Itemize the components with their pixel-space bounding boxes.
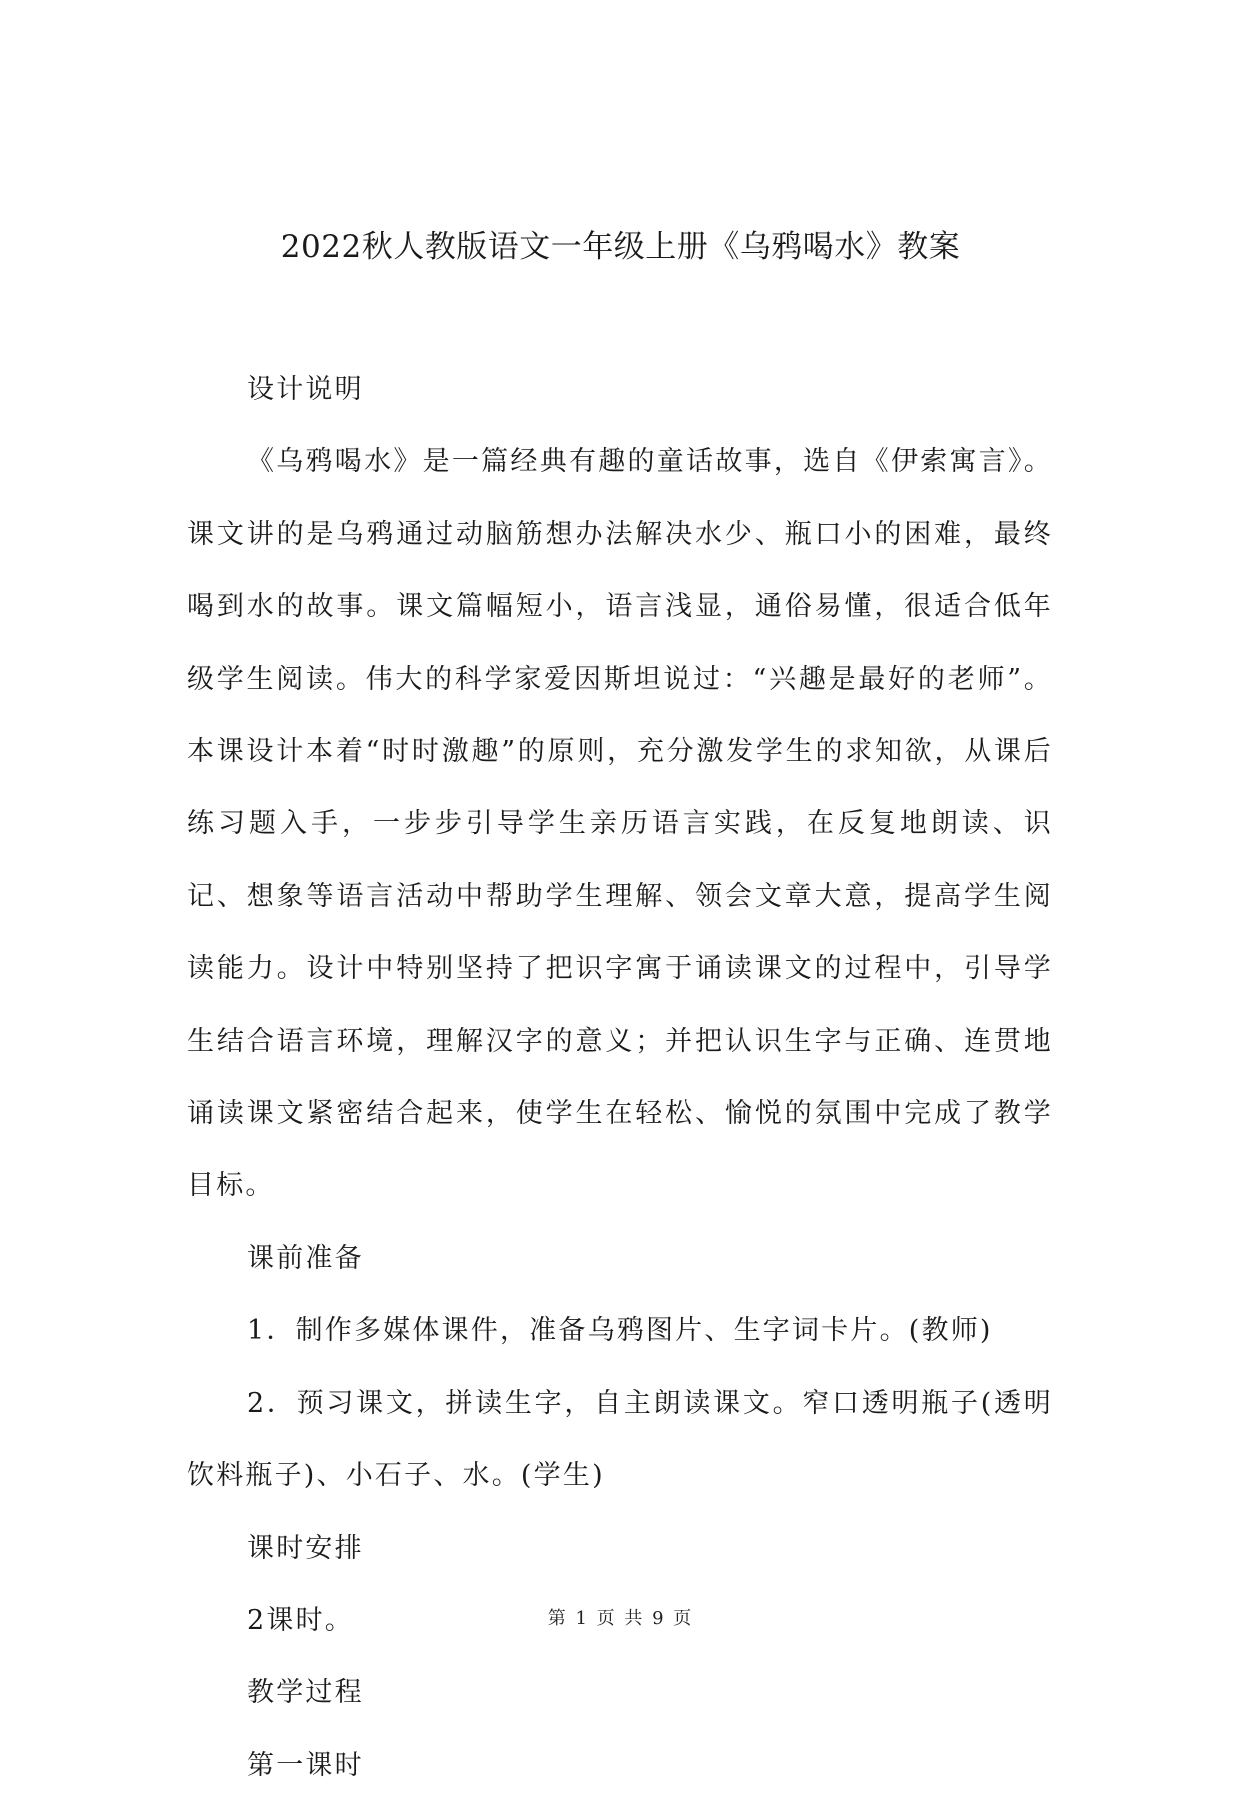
heading-schedule: 课时安排 — [247, 1532, 364, 1564]
heading-preparation: 课前准备 — [247, 1242, 364, 1274]
paragraph-preparation-teacher: 1．制作多媒体课件，准备乌鸦图片、生字词卡片。(教师) — [247, 1315, 993, 1347]
document-title: 2022秋人教版语文一年级上册《乌鸦喝水》教案 — [280, 229, 961, 265]
heading-design-notes: 设计说明 — [247, 374, 364, 405]
document-body — [187, 354, 1053, 1802]
page-footer: 第 1 页 共 9 页 — [547, 1608, 694, 1629]
heading-teaching-process: 教学过程 — [247, 1677, 364, 1709]
paragraph-schedule: 2课时。 — [247, 1604, 354, 1636]
paragraph-preparation-student: 2．预习课文，拼读生字，自主朗读课文。窄口透明瓶子(透明饮料瓶子)、小石子、水。(学生) — [187, 1387, 1053, 1492]
heading-first-lesson: 第一课时 — [247, 1749, 364, 1781]
paragraph-design-description: 《乌鸦喝水》是一篇经典有趣的童话故事，选自《伊索寓言》。课文讲的是乌鸦通过动脑筋想办法解决水少、瓶口小的困难，最终喝到水的故事。课文篇幅短小，语言浅显，通俗易懂，很适合低年级学生阅读。伟大的科学家爱因斯坦说过：“兴趣是最好的老师”。本课设计本着“时时激趣”的原则，充分激发学生的求知欲，从课后练习题入手，一步步引导学生亲历语言实践，在反复地朗读、识记、想象等语言活动中帮助学生理解、领会文章大意，提高学生阅读能力。设计中特别坚持了把识字寓于诵读课文的过程中，引导学生结合语言环境，理解汉字的意义；并把认识生字与正确、连贯地诵读课文紧密结合起来，使学生在轻松、愉悦的氛围中完成了教学目标。 — [187, 446, 1053, 1202]
